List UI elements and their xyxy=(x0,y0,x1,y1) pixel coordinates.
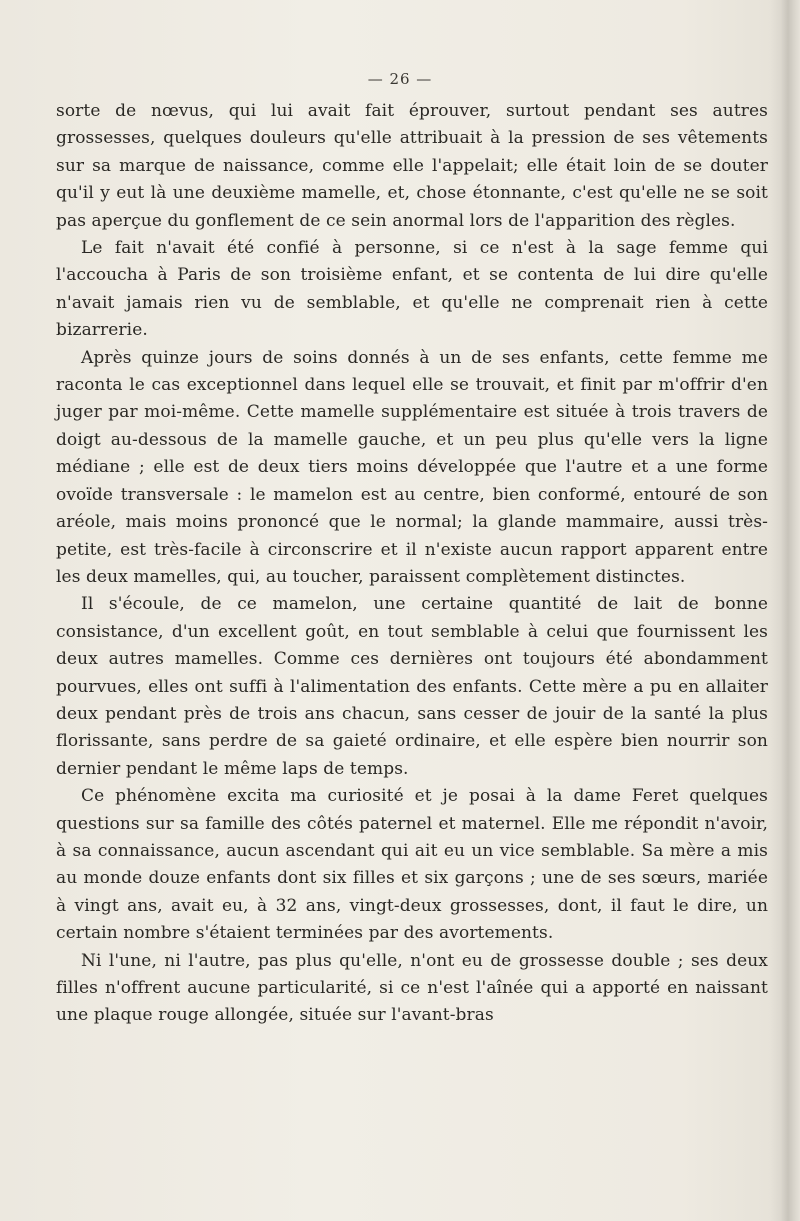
paragraph: Il s'écoule, de ce mamelon, une certaine quantité de lait de bonne consistance, d'un excellent goût, en tout semblable à celui que fournissent les deux autres mamelles. Comme ces dernières ont toujours été abondamment pourvues, elles ont suffi à l'alimentation des enfants. Cette mère a pu en allaiter deux pendant près de trois ans chacun, sans cesser de jouir de la santé la plus florissante, sans perdre de sa gaieté ordinaire, et elle espère bien nourrir son dernier pendant le même laps de temps. xyxy=(56,594,768,779)
page-number: — 26 — xyxy=(367,70,433,88)
paragraph: Après quinze jours de soins donnés à un de ses enfants, cette femme me raconta le cas exceptionnel dans lequel elle se trouvait, et finit par m'offrir d'en juger par moi-même. Cette mamelle supplémentaire est située à trois travers de doigt au-dessous de la mamelle gauche, et un peu plus qu'elle vers la ligne médiane ; elle est de deux tiers moins développée que l'autre et a une forme ovoïde transversale : le mamelon est au centre, bien conformé, entouré de son aréole, mais moins prononcé que le normal; la glande mammaire, aussi très-petite, est très-facile à circonscrire et il n'existe aucun rapport apparent entre les deux mamelles, qui, au toucher, paraissent complètement distinctes. xyxy=(56,347,768,587)
page-edge-shadow xyxy=(770,0,800,1221)
paragraph: Ni l'une, ni l'autre, pas plus qu'elle, n'ont eu de grossesse double ; ses deux filles n'offrent aucune particularité, si ce n'est l'aînée qui a apporté en naissant une plaque rouge allongée, située sur l'avant-bras xyxy=(56,950,768,1026)
paragraph: Ce phénomène excita ma curiosité et je posai à la dame Feret quelques questions sur sa famille des côtés paternel et maternel. Elle me répondit n'avoir, à sa connaissance, aucun ascendant qui ait eu un vice semblable. Sa mère a mis au monde douze enfants dont six filles et six garçons ; une de ses sœurs, mariée à vingt ans, avait eu, à 32 ans, vingt-deux grossesses, dont, il faut le dire, un certain nombre s'étaient terminées par des avortements. xyxy=(56,786,768,944)
paragraph-continuation: sorte de nœvus, qui lui avait fait éprouver, surtout pendant ses autres grossesses, quelques douleurs qu'elle attribuait à la pression de ses vêtements sur sa marque de naissance, comme elle l'appelait; elle était loin de se douter qu'il y eut là une deuxième mamelle, et, chose étonnante, c'est qu'elle ne se soit pas aperçue du gonflement de ce sein anormal lors de l'apparition des règles. xyxy=(56,101,768,231)
paragraph: Le fait n'avait été confié à personne, si ce n'est à la sage femme qui l'accoucha à Paris de son troisième enfant, et se contenta de lui dire qu'elle n'avait jamais rien vu de semblable, et qu'elle ne comprenait rien à cette bizarrerie. xyxy=(56,238,768,341)
body-text xyxy=(56,98,768,1030)
